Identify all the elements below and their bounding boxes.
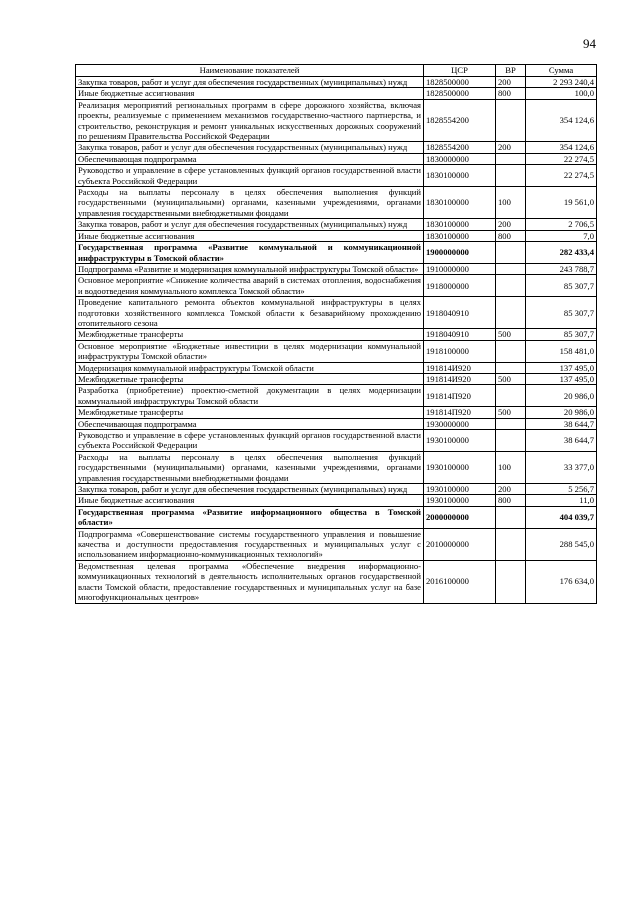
- row-csr-cell: 2016100000: [424, 560, 496, 603]
- row-csr-cell: 1918040910: [424, 297, 496, 329]
- row-name-cell: Закупка товаров, работ и услуг для обеспечения государственных (муниципальных) нужд: [76, 219, 424, 230]
- row-vr-cell: [496, 165, 526, 187]
- table-row: [76, 560, 597, 603]
- row-sum-cell: 38 644,7: [526, 430, 597, 452]
- row-vr-cell: [496, 263, 526, 274]
- row-sum-cell: 137 495,0: [526, 362, 597, 373]
- row-vr-cell: 800: [496, 230, 526, 241]
- table-row: [76, 230, 597, 241]
- row-csr-cell: 1830000000: [424, 153, 496, 164]
- row-name-cell: Закупка товаров, работ и услуг для обеспечения государственных (муниципальных) нужд: [76, 77, 424, 88]
- table-row: [76, 385, 597, 407]
- table-row: [76, 340, 597, 362]
- row-sum-cell: 22 274,5: [526, 165, 597, 187]
- table-row: [76, 219, 597, 230]
- row-vr-cell: [496, 506, 526, 528]
- row-vr-cell: [496, 153, 526, 164]
- row-vr-cell: 800: [496, 88, 526, 99]
- budget-table: [75, 64, 597, 604]
- row-name-cell: Межбюджетные трансферты: [76, 407, 424, 418]
- table-row: [76, 242, 597, 264]
- table-body: [76, 77, 597, 604]
- row-csr-cell: 1828554200: [424, 99, 496, 142]
- row-sum-cell: 85 307,7: [526, 297, 597, 329]
- row-csr-cell: 1830100000: [424, 165, 496, 187]
- row-csr-cell: 1828500000: [424, 88, 496, 99]
- row-vr-cell: 500: [496, 373, 526, 384]
- row-sum-cell: 20 986,0: [526, 407, 597, 418]
- row-name-cell: Иные бюджетные ассигнования: [76, 495, 424, 506]
- row-name-cell: Разработка (приобретение) проектно-сметной документации в целях модернизации коммунальной инфраструктуры Томской области: [76, 385, 424, 407]
- table-row: [76, 484, 597, 495]
- table-row: [76, 77, 597, 88]
- row-csr-cell: 191814И920: [424, 373, 496, 384]
- row-sum-cell: 38 644,7: [526, 418, 597, 429]
- row-sum-cell: 288 545,0: [526, 528, 597, 560]
- page-number: 94: [583, 36, 596, 51]
- row-vr-cell: [496, 242, 526, 264]
- row-vr-cell: 100: [496, 451, 526, 483]
- table-row: [76, 142, 597, 153]
- row-sum-cell: 5 256,7: [526, 484, 597, 495]
- row-sum-cell: 354 124,6: [526, 99, 597, 142]
- table-row: [76, 430, 597, 452]
- row-csr-cell: 1918100000: [424, 340, 496, 362]
- row-vr-cell: 200: [496, 219, 526, 230]
- row-csr-cell: 1930100000: [424, 430, 496, 452]
- row-name-cell: Модернизация коммунальной инфраструктуры Томской области: [76, 362, 424, 373]
- row-sum-cell: 19 561,0: [526, 187, 597, 219]
- row-sum-cell: 404 039,7: [526, 506, 597, 528]
- row-sum-cell: 22 274,5: [526, 153, 597, 164]
- table-row: [76, 263, 597, 274]
- row-name-cell: Обеспечивающая подпрограмма: [76, 418, 424, 429]
- row-name-cell: Иные бюджетные ассигнования: [76, 230, 424, 241]
- header-csr: ЦСР: [424, 65, 496, 77]
- row-sum-cell: 176 634,0: [526, 560, 597, 603]
- table-row: [76, 275, 597, 297]
- row-csr-cell: 1828500000: [424, 77, 496, 88]
- row-csr-cell: 2000000000: [424, 506, 496, 528]
- header-vr: ВР: [496, 65, 526, 77]
- row-csr-cell: 1930100000: [424, 484, 496, 495]
- row-vr-cell: [496, 362, 526, 373]
- row-sum-cell: 137 495,0: [526, 373, 597, 384]
- row-sum-cell: 85 307,7: [526, 275, 597, 297]
- row-vr-cell: [496, 385, 526, 407]
- table-row: [76, 187, 597, 219]
- table-row: [76, 99, 597, 142]
- table-row: [76, 407, 597, 418]
- table-row: [76, 418, 597, 429]
- header-sum: Сумма: [526, 65, 597, 77]
- row-name-cell: Межбюджетные трансферты: [76, 329, 424, 340]
- row-vr-cell: 200: [496, 484, 526, 495]
- table-row: [76, 495, 597, 506]
- row-sum-cell: 33 377,0: [526, 451, 597, 483]
- row-name-cell: Иные бюджетные ассигнования: [76, 88, 424, 99]
- row-sum-cell: 282 433,4: [526, 242, 597, 264]
- row-name-cell: Закупка товаров, работ и услуг для обеспечения государственных (муниципальных) нужд: [76, 142, 424, 153]
- row-vr-cell: [496, 430, 526, 452]
- row-csr-cell: 1918040910: [424, 329, 496, 340]
- row-sum-cell: 243 788,7: [526, 263, 597, 274]
- row-name-cell: Ведомственная целевая программа «Обеспечение внедрения информационно-коммуникационных технологий в деятельность исполнительных органов государственной власти Томской области, предоставление государственных и муниципальных услуг на базе многофункциональных центров»: [76, 560, 424, 603]
- row-csr-cell: 1918000000: [424, 275, 496, 297]
- row-csr-cell: 191814П920: [424, 407, 496, 418]
- row-vr-cell: 500: [496, 407, 526, 418]
- table-row: [76, 373, 597, 384]
- row-name-cell: Основное мероприятие «Бюджетные инвестиции в целях модернизации коммунальной инфраструктуры Томской области»: [76, 340, 424, 362]
- row-csr-cell: 1930100000: [424, 495, 496, 506]
- row-vr-cell: 800: [496, 495, 526, 506]
- row-vr-cell: 200: [496, 77, 526, 88]
- row-vr-cell: [496, 560, 526, 603]
- row-vr-cell: 200: [496, 142, 526, 153]
- table-row: [76, 506, 597, 528]
- row-csr-cell: 1910000000: [424, 263, 496, 274]
- row-sum-cell: 2 293 240,4: [526, 77, 597, 88]
- row-name-cell: Государственная программа «Развитие информационного общества в Томской области»: [76, 506, 424, 528]
- row-sum-cell: 11,0: [526, 495, 597, 506]
- row-vr-cell: 100: [496, 187, 526, 219]
- table-row: [76, 528, 597, 560]
- table-row: [76, 329, 597, 340]
- table-row: [76, 88, 597, 99]
- header-name: Наименование показателей: [76, 65, 424, 77]
- row-sum-cell: 7,0: [526, 230, 597, 241]
- row-csr-cell: 1830100000: [424, 230, 496, 241]
- row-csr-cell: 1930000000: [424, 418, 496, 429]
- row-name-cell: Основное мероприятие «Снижение количества аварий в системах отопления, водоснабжения и водоотведения коммунального комплекса Томской области»: [76, 275, 424, 297]
- row-csr-cell: 1930100000: [424, 451, 496, 483]
- row-csr-cell: 191814И920: [424, 362, 496, 373]
- row-csr-cell: 1830100000: [424, 187, 496, 219]
- row-csr-cell: 2010000000: [424, 528, 496, 560]
- table-row: [76, 451, 597, 483]
- row-name-cell: Обеспечивающая подпрограмма: [76, 153, 424, 164]
- row-name-cell: Проведение капитального ремонта объектов коммунальной инфраструктуры в целях подготовки хозяйственного комплекса Томской области к безаварийному прохождению отопительного сезона: [76, 297, 424, 329]
- table-row: [76, 297, 597, 329]
- row-sum-cell: 85 307,7: [526, 329, 597, 340]
- row-name-cell: Закупка товаров, работ и услуг для обеспечения государственных (муниципальных) нужд: [76, 484, 424, 495]
- table-header-row: [76, 65, 597, 77]
- row-vr-cell: [496, 275, 526, 297]
- row-sum-cell: 354 124,6: [526, 142, 597, 153]
- row-vr-cell: [496, 297, 526, 329]
- table-row: [76, 362, 597, 373]
- row-vr-cell: [496, 340, 526, 362]
- row-csr-cell: 1900000000: [424, 242, 496, 264]
- row-name-cell: Руководство и управление в сфере установленных функций органов государственной власти субъекта Российской Федерации: [76, 165, 424, 187]
- row-vr-cell: [496, 528, 526, 560]
- row-sum-cell: 2 706,5: [526, 219, 597, 230]
- table-row: [76, 153, 597, 164]
- row-name-cell: Государственная программа «Развитие коммунальной и коммуникационной инфраструктуры в Томской области»: [76, 242, 424, 264]
- row-sum-cell: 100,0: [526, 88, 597, 99]
- row-csr-cell: 191814П920: [424, 385, 496, 407]
- row-csr-cell: 1828554200: [424, 142, 496, 153]
- row-vr-cell: 500: [496, 329, 526, 340]
- row-csr-cell: 1830100000: [424, 219, 496, 230]
- row-name-cell: Расходы на выплаты персоналу в целях обеспечения выполнения функций государственными (муниципальными) органами, казенными учреждениями, органами управления государственными внебюджетными фондами: [76, 187, 424, 219]
- row-name-cell: Расходы на выплаты персоналу в целях обеспечения выполнения функций государственными (муниципальными) органами, казенными учреждениями, органами управления государственными внебюджетными фондами: [76, 451, 424, 483]
- row-sum-cell: 158 481,0: [526, 340, 597, 362]
- row-name-cell: Подпрограмма «Совершенствование системы государственного управления и повышение качества и доступности предоставления государственных и муниципальных услуг с использованием информационно-коммуникационных технологий»: [76, 528, 424, 560]
- row-vr-cell: [496, 418, 526, 429]
- row-name-cell: Подпрограмма «Развитие и модернизация коммунальной инфраструктуры Томской области»: [76, 263, 424, 274]
- row-vr-cell: [496, 99, 526, 142]
- row-name-cell: Реализация мероприятий региональных программ в сфере дорожного хозяйства, включая проекты, реализуемые с применением механизмов государственно-частного партнерства, и строительство, реконструкция и ремонт уникальных искусственных дорожных сооружений по решениям Правительства Российской Федерации: [76, 99, 424, 142]
- row-sum-cell: 20 986,0: [526, 385, 597, 407]
- row-name-cell: Межбюджетные трансферты: [76, 373, 424, 384]
- table-row: [76, 165, 597, 187]
- row-name-cell: Руководство и управление в сфере установленных функций органов государственной власти субъекта Российской Федерации: [76, 430, 424, 452]
